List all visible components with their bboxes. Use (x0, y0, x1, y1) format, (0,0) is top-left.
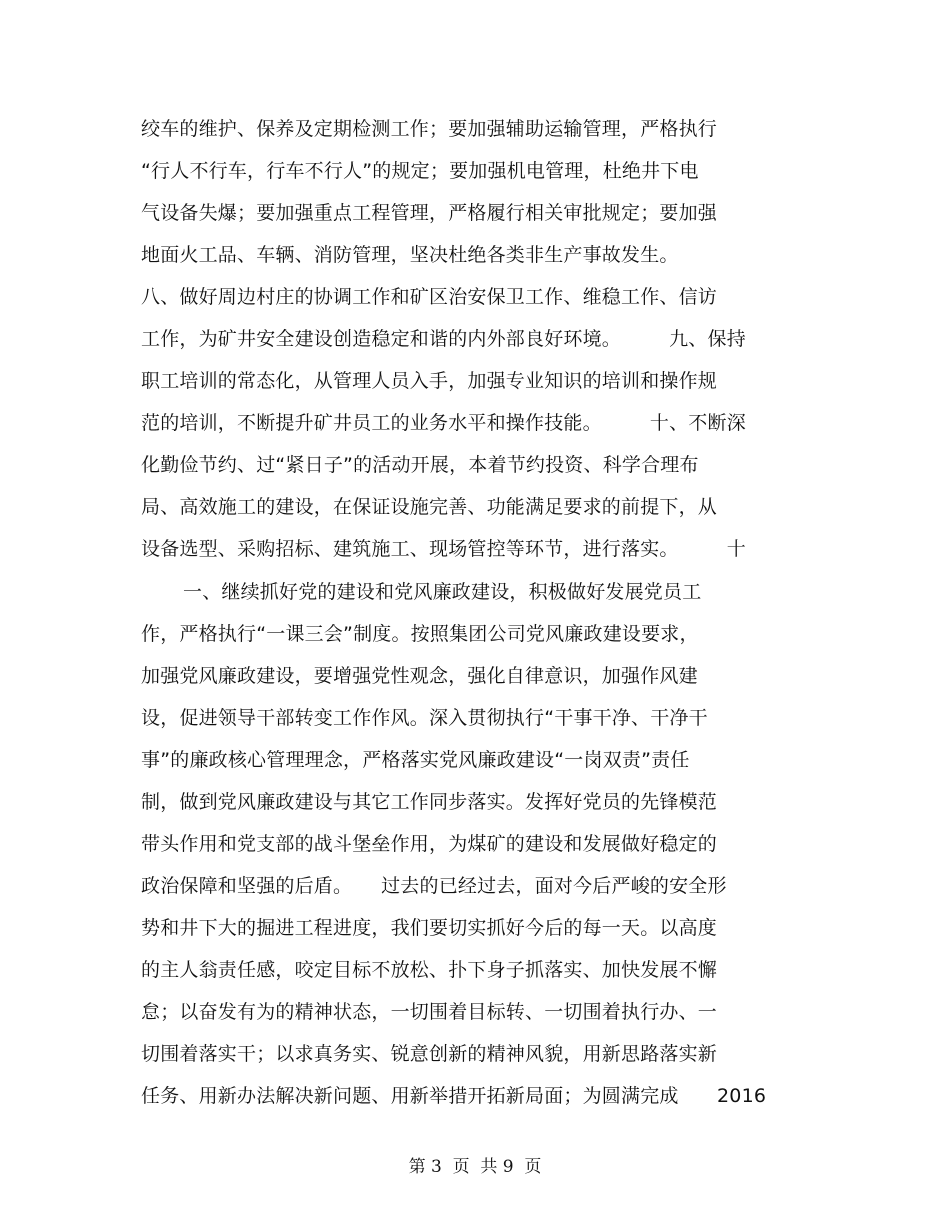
body-text-line: 局、高效施工的建设，在保证设施完善、功能满足要求的前提下，从 (141, 496, 718, 518)
body-text-line: 地面火工品、车辆、消防管理，坚决杜绝各类非生产事故发生。 (141, 244, 679, 266)
page-number-footer: 第 3 页 共 9 页 (408, 1157, 542, 1177)
body-text-line: 带头作用和党支部的战斗堡垒作用，为煤矿的建设和发展做好稳定的 (141, 833, 718, 855)
body-text-line: 事”的廉政核心管理理念，严格落实党风廉政建设“一岗双责”责任 (141, 749, 690, 771)
body-text-line: 政治保障和坚强的后盾。 过去的已经过去，面对今后严峻的安全形 (141, 875, 727, 897)
body-text-line: 八、做好周边村庄的协调工作和矿区治安保卫工作、维稳工作、信访 (141, 286, 718, 308)
body-text-line: “行人不行车，行车不行人”的规定；要加强机电管理，杜绝井下电 (141, 160, 699, 182)
body-text-line: 绞车的维护、保养及定期检测工作；要加强辅助运输管理，严格执行 (141, 118, 718, 140)
body-text-line: 切围着落实干；以求真务实、锐意创新的精神风貌，用新思路落实新 (141, 1043, 718, 1065)
body-text-line: 势和井下大的掘进工程进度，我们要切实抓好今后的每一天。以高度 (141, 917, 718, 939)
body-text-line: 设备选型、采购招标、建筑施工、现场管控等环节，进行落实。 十 (141, 538, 746, 560)
body-text-line: 怠；以奋发有为的精神状态，一切围着目标转、一切围着执行办、一 (141, 1001, 718, 1023)
body-text-line: 设，促进领导干部转变工作作风。深入贯彻执行“干事干净、干净干 (141, 707, 708, 729)
body-text-line: 任务、用新办法解决新问题、用新举措开拓新局面；为圆满完成 2016 (141, 1085, 767, 1107)
body-text-line: 制，做到党风廉政建设与其它工作同步落实。发挥好党员的先锋模范 (141, 791, 718, 813)
body-text-line: 加强党风廉政建设，要增强党性观念，强化自律意识，加强作风建 (141, 665, 698, 687)
body-text-line: 作，严格执行“一课三会”制度。按照集团公司党风廉政建设要求， (141, 623, 699, 645)
body-text-line: 职工培训的常态化，从管理人员入手，加强专业知识的培训和操作规 (141, 370, 718, 392)
body-text-line: 范的培训，不断提升矿井员工的业务水平和操作技能。 十、不断深 (141, 412, 746, 434)
body-text-line: 一、继续抓好党的建设和党风廉政建设，积极做好发展党员工 (183, 581, 702, 603)
body-text-line: 化勤俭节约、过“紧日子”的活动开展，本着节约投资、科学合理布 (141, 454, 699, 476)
body-text-line: 气设备失爆；要加强重点工程管理，严格履行相关审批规定；要加强 (141, 202, 718, 224)
body-text-line: 工作，为矿井安全建设创造稳定和谐的内外部良好环境。 九、保持 (141, 328, 746, 350)
body-text-line: 的主人翁责任感，咬定目标不放松、扑下身子抓落实、加快发展不懈 (141, 959, 718, 981)
